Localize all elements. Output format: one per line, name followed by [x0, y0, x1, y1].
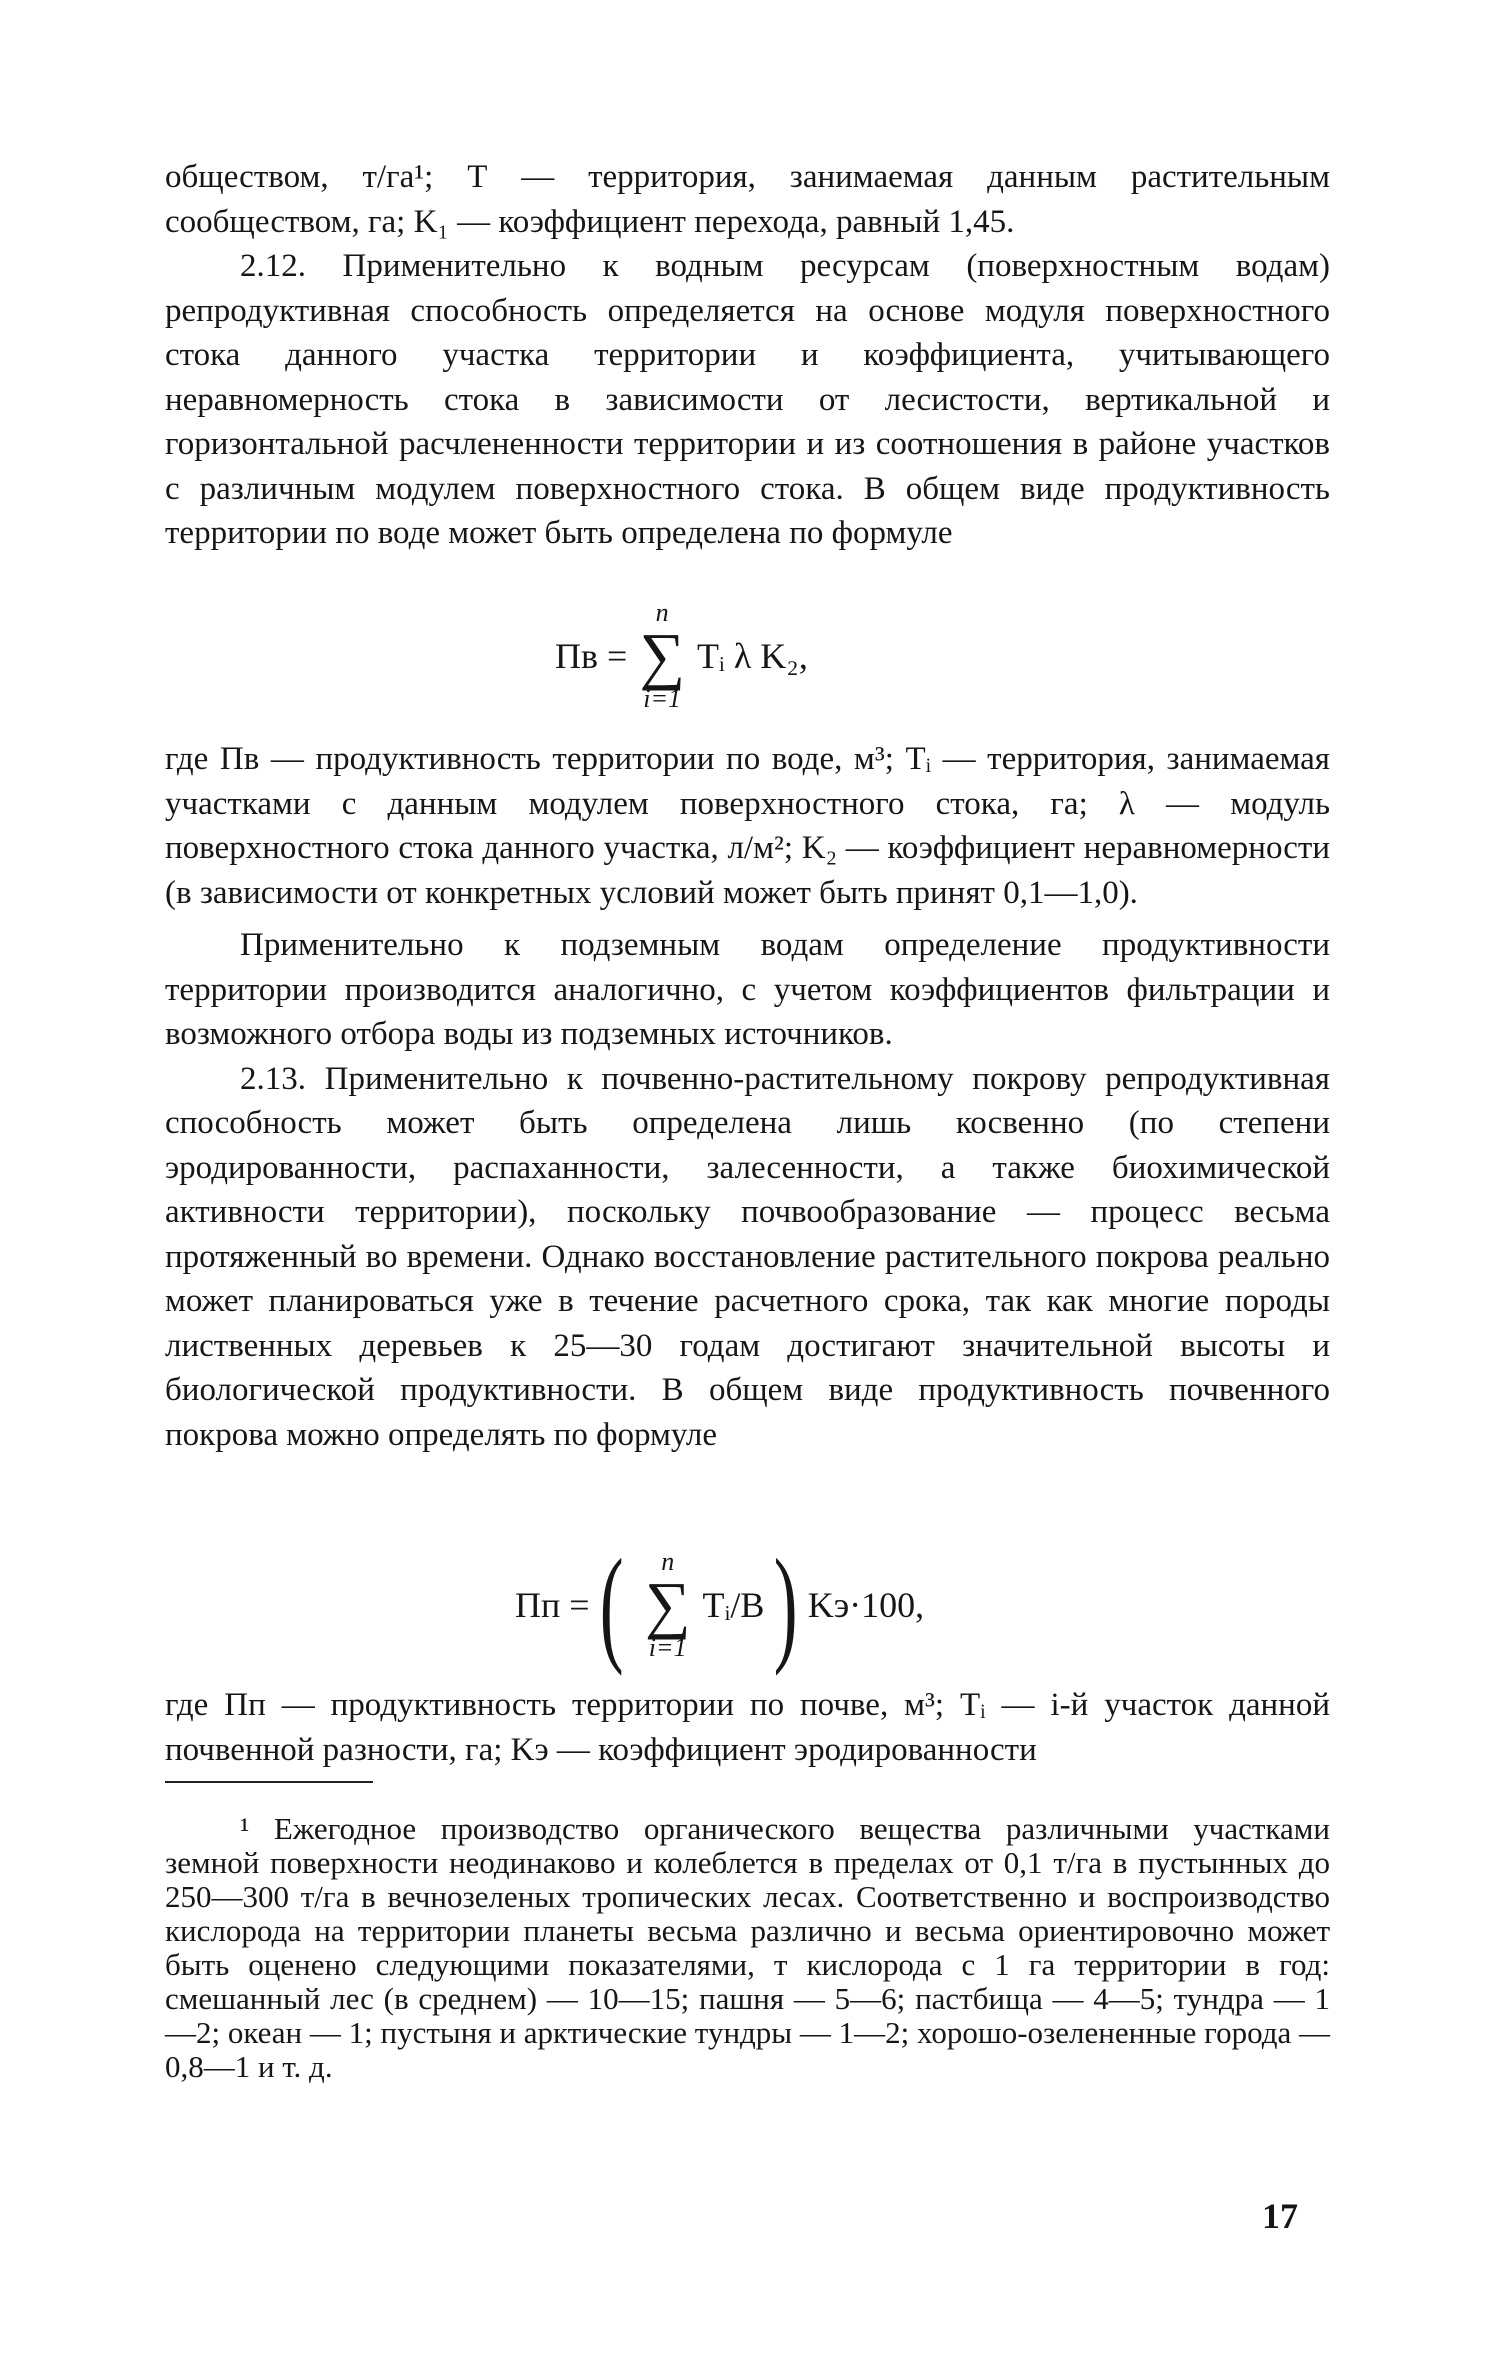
sum-lower-limit: i=1 — [648, 1633, 687, 1662]
text-block-top — [165, 155, 1330, 556]
sigma-symbol: ∑ — [644, 1569, 691, 1640]
formula-1-rhs: Tᵢ λ K₂, — [696, 636, 808, 676]
sum-upper-limit: n — [655, 598, 669, 627]
paragraph-continuation: обществом, т/га¹; Т — территория, занимаемая данным растительным сообществом, га; K₁ — коэффициент перехода, равный 1,45. — [165, 159, 1330, 240]
left-parenthesis: ( — [599, 1533, 624, 1677]
paragraph-2-13: 2.13. Применительно к почвенно-растительному покрову репродуктивная способность может быть определена лишь косвенно (по степени эродированности, распаханности, залесенности, а также биохимической активности территории), поскольку почвообразование — процесс весьма протяженный во времени. Однако восстановление растительного покрова реально может планироваться уже в течение расчетного срока, так как многие породы лиственных деревьев к 25—30 годам достигают значительной высоты и биологической продуктивности. В общем виде продуктивность почвенного покрова можно определять по формуле — [165, 1060, 1330, 1453]
paragraph-where-2: где Пп — продуктивность территории по почве, м³; Tᵢ — i-й участок данной почвенной разности, га; Kэ — коэффициент эродированности — [165, 1687, 1330, 1768]
right-parenthesis: ) — [774, 1533, 798, 1677]
page-number: 17 — [1262, 2196, 1298, 2236]
formula-water-productivity — [555, 600, 808, 712]
summation — [639, 600, 685, 712]
paragraph-underground-water: Применительно к подземным водам определение продуктивности территории производится аналогично, с учетом коэффициентов фильтрации и возможного отбора воды из подземных источников. — [165, 927, 1330, 1052]
text-block-middle — [165, 737, 1330, 1457]
sum-upper-limit: n — [661, 1547, 675, 1576]
footnote — [165, 1812, 1330, 2084]
text-block-bottom — [165, 1683, 1330, 1772]
formula-2-inner: Tᵢ/B — [702, 1585, 765, 1625]
formula-soil-productivity — [515, 1533, 925, 1677]
summation — [645, 1549, 691, 1661]
paragraph-2-12: 2.12. Применительно к водным ресурсам (поверхностным водам) репродуктивная способность определяется на основе модуля поверхностного стока данного участка территории и коэффициента, учитывающего неравномерность стока в зависимости от лесистости, вертикальной и горизонтальной расчлененности территории и из соотношения в районе участков с различным модулем поверхностного стока. В общем виде продуктивность территории по воде может быть определена по формуле — [165, 248, 1330, 551]
footnote-separator — [165, 1781, 373, 1783]
formula-1-lhs: Пв = — [555, 636, 628, 676]
formula-2-lhs: Пп = — [515, 1585, 590, 1625]
sigma-symbol: ∑ — [639, 620, 685, 691]
sum-lower-limit: i=1 — [643, 684, 682, 713]
formula-2-rhs: Kэ·100, — [807, 1585, 925, 1625]
footnote-text: ¹ Ежегодное производство органического вещества различными участками земной поверхности неодинаково и колеблется в пределах от 0,1 т/га в пустынных до 250—300 т/га в вечнозеленых тропических лесах. Соответственно и воспроизводство кислорода на территории планеты весьма различно и весьма ориентировочно может быть оценено следующими показателями, т кислорода с 1 га территории в год: смешанный лес (в среднем) — 10—15; пашня — 5—6; пастбища — 4—5; тундра — 1—2; океан — 1; пустыня и арктические тундры — 1—2; хорошо-озелененные города — 0,8—1 и т. д. — [165, 1811, 1330, 2084]
paragraph-where-1: где Пв — продуктивность территории по воде, м³; Tᵢ — территория, занимаемая участками с данным модулем поверхностного стока, га; λ — модуль поверхностного стока данного участка, л/м²; K₂ — коэффициент неравномерности (в зависимости от конкретных условий может быть принят 0,1—1,0). — [165, 741, 1330, 911]
